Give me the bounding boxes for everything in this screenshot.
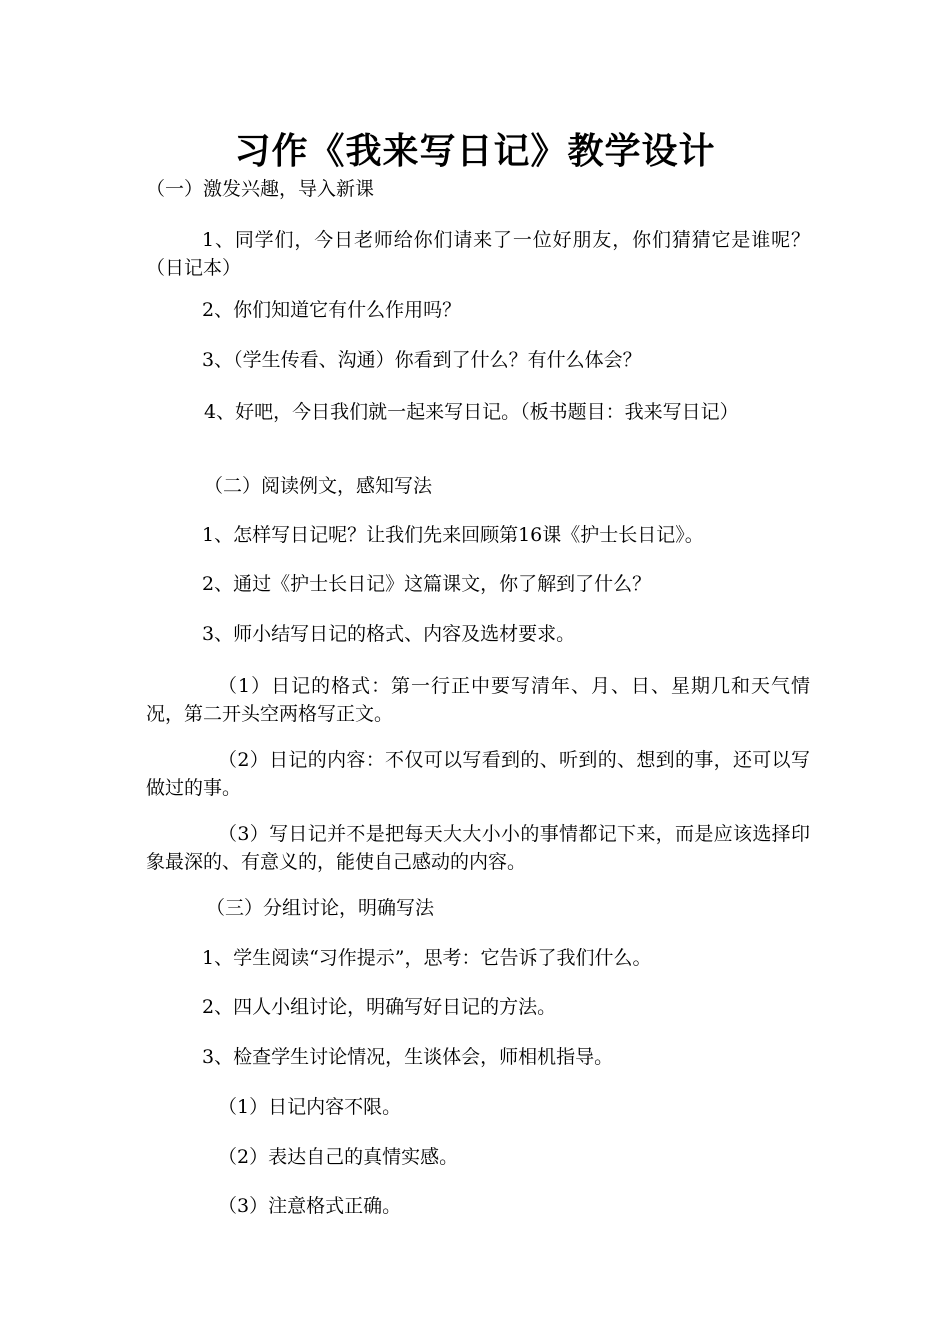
section-heading: （二）阅读例文，感知写法 [204,475,433,497]
sub-paragraph: （2）表达自己的真情实感。 [218,1146,459,1168]
paragraph: 3、（学生传看、沟通）你看到了什么？有什么体会？ [202,349,642,371]
section-heading: （一）激发兴趣，导入新课 [146,178,375,200]
document-title: 习作《我来写日记》教学设计 [234,130,716,172]
paragraph: 2、四人小组讨论，明确写好日记的方法。 [202,996,557,1018]
sub-paragraph: （3）注意格式正确。 [218,1195,402,1217]
paragraph: 2、通过《护士长日记》这篇课文，你了解到了什么？ [202,573,652,595]
sub-paragraph: （2）日记的内容：不仅可以写看到的、听到的、想到的事，还可以写做过的事。 [146,749,810,799]
paragraph: 3、检查学生讨论情况，生谈体会，师相机指导。 [202,1046,614,1068]
paragraph: 4、好吧，今日我们就一起来写日记。（板书题目：我来写日记） [204,401,739,423]
sub-paragraph: （1）日记的格式：第一行正中要写清年、月、日、星期几和天气情况，第二开头空两格写正文。 [146,675,810,725]
sub-paragraph: （3）写日记并不是把每天大大小小的事情都记下来，而是应该选择印象最深的、有意义的，能使自己感动的内容。 [146,823,810,873]
paragraph: 1、学生阅读“习作提示”，思考：它告诉了我们什么。 [202,947,652,969]
paragraph: 2、你们知道它有什么作用吗？ [202,299,462,321]
section-heading: （三）分组讨论，明确写法 [206,897,435,919]
paragraph: 3、师小结写日记的格式、内容及选材要求。 [202,623,576,645]
paragraph: 1、同学们，今日老师给你们请来了一位好朋友，你们猜猜它是谁呢？（日记本） [146,229,810,279]
sub-paragraph: （1）日记内容不限。 [218,1096,402,1118]
paragraph: 1、怎样写日记呢？让我们先来回顾第16课《护士长日记》。 [202,524,704,546]
